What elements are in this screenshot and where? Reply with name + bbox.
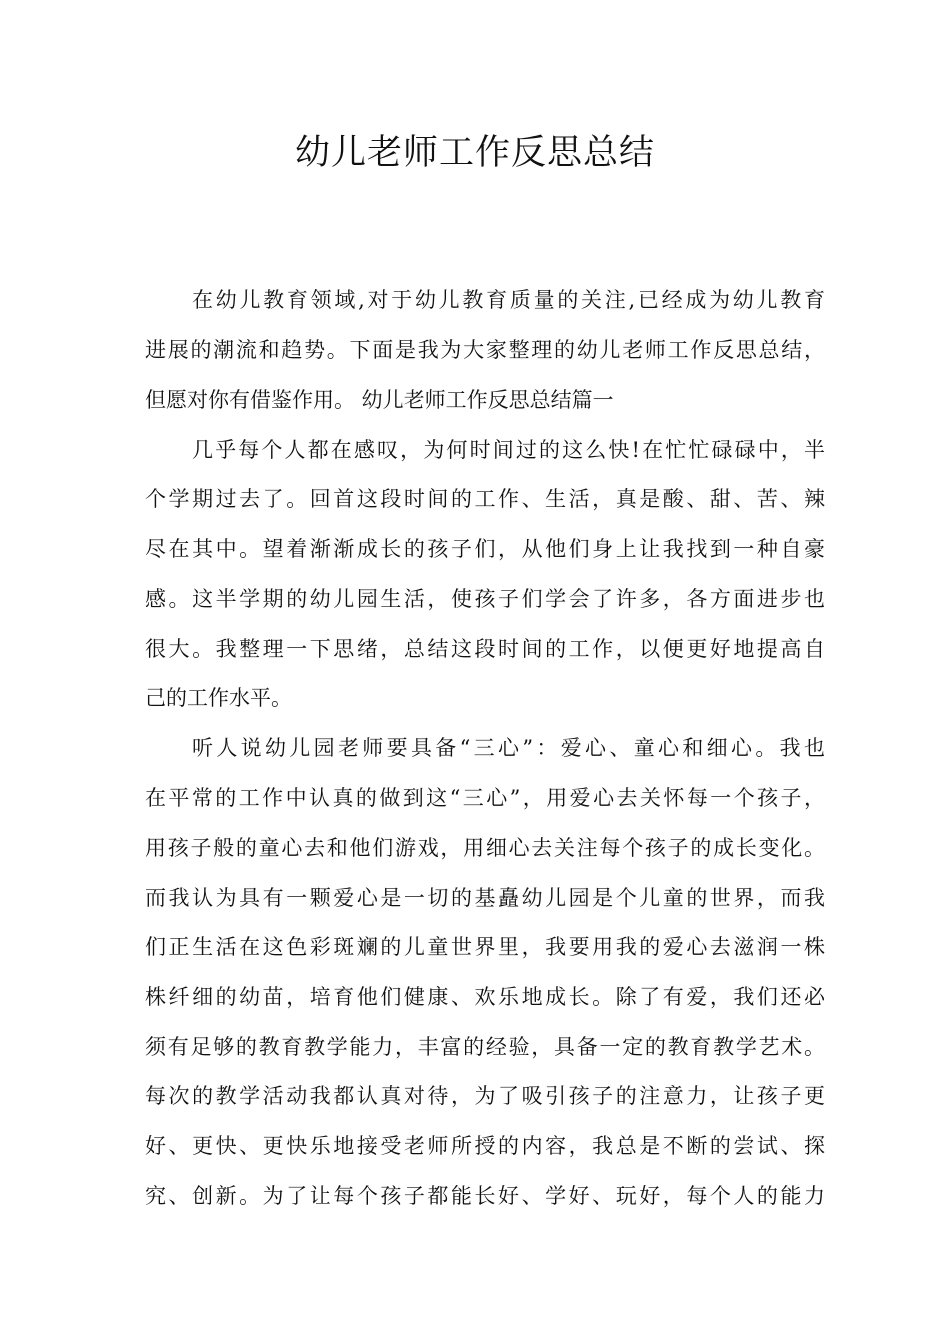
text-line: 每次的教学活动我都认真对待，为了吸引孩子的注意力，让孩子更 [145, 1084, 825, 1108]
text-line: 而我认为具有一颗爱心是一切的基矗幼儿园是个儿童的世界，而我 [145, 886, 825, 910]
text-line: 在幼儿教育领域,对于幼儿教育质量的关注,已经成为幼儿教育 [192, 288, 825, 312]
text-line: 在平常的工作中认真的做到这“三心”，用爱心去关怀每一个孩子， [145, 786, 825, 810]
text-line: 很大。我整理一下思绪，总结这段时间的工作，以便更好地提高自 [145, 637, 825, 661]
text-line: 们正生活在这色彩斑斓的儿童世界里，我要用我的爱心去滋润一株 [145, 935, 825, 959]
text-line: 己的工作水平。 [145, 686, 292, 710]
text-line: 感。这半学期的幼儿园生活，使孩子们学会了许多，各方面进步也 [145, 587, 825, 611]
text-line: 株纤细的幼苗，培育他们健康、欢乐地成长。除了有爱，我们还必 [145, 985, 825, 1009]
text-line: 进展的潮流和趋势。下面是我为大家整理的幼儿老师工作反思总结， [145, 338, 825, 362]
text-line: 尽在其中。望着渐渐成长的孩子们，从他们身上让我找到一种自豪 [145, 537, 825, 561]
text-line: 好、更快、更快乐地接受老师所授的内容，我总是不断的尝试、探 [145, 1134, 825, 1158]
text-line: 用孩子般的童心去和他们游戏，用细心去关注每个孩子的成长变化。 [145, 836, 825, 860]
document-title: 幼儿老师工作反思总结 [294, 133, 655, 173]
text-line: 究、创新。为了让每个孩子都能长好、学好、玩好，每个人的能力 [145, 1184, 825, 1208]
text-line: 几乎每个人都在感叹，为何时间过的这么快!在忙忙碌碌中，半 [192, 438, 825, 462]
text-line: 须有足够的教育教学能力，丰富的经验，具备一定的教育教学艺术。 [145, 1035, 825, 1059]
text-line: 个学期过去了。回首这段时间的工作、生活，真是酸、甜、苦、辣 [145, 487, 825, 511]
text-line: 但愿对你有借鉴作用。 幼儿老师工作反思总结篇一 [145, 388, 614, 412]
text-line: 听人说幼儿园老师要具备“三心”：爱心、童心和细心。我也 [192, 736, 825, 760]
